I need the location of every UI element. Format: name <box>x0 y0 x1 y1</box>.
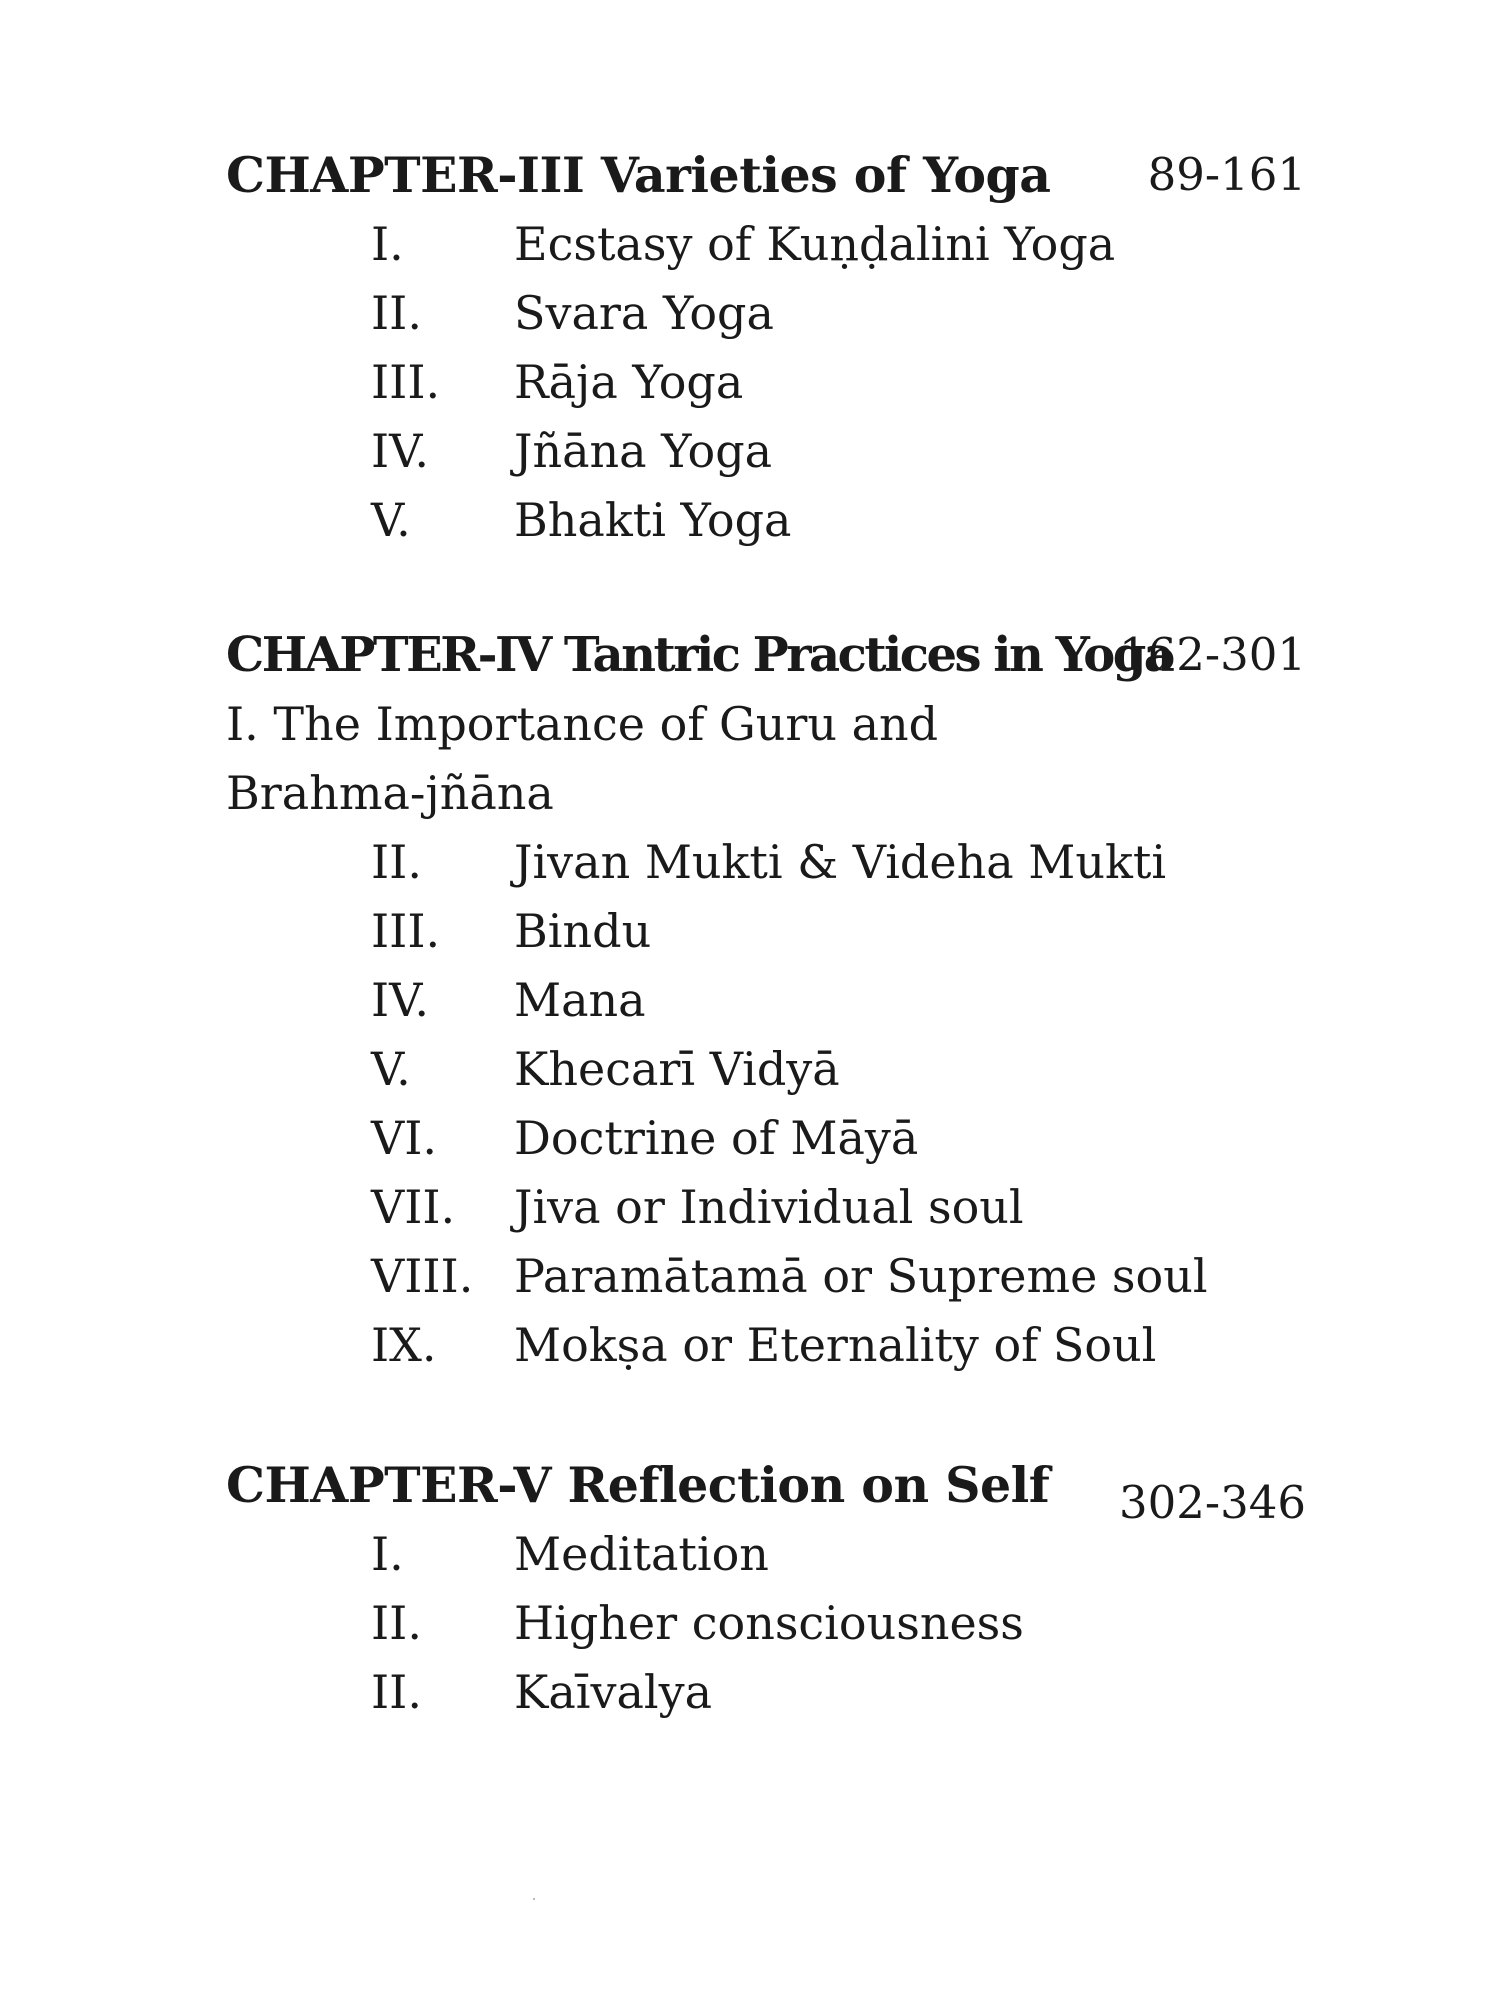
item-title: Bhakti Yoga <box>514 493 792 547</box>
item-number: II. <box>371 1665 422 1719</box>
contents-item <box>226 210 1306 279</box>
contents-item <box>226 486 1306 555</box>
contents-item <box>226 897 1306 966</box>
chapter-heading <box>226 620 1306 690</box>
contents-item <box>226 1104 1306 1173</box>
chapter-heading <box>226 140 1306 210</box>
item-title: Jivan Mukti & Videha Mukti <box>514 835 1167 889</box>
item-title: Ecstasy of Kuṇḍalini Yoga <box>514 217 1116 271</box>
contents-item-wrapped: I. The Importance of Guru and Brahma-jñāna <box>226 697 939 820</box>
contents-item <box>226 417 1306 486</box>
chapter-page-range: 89-161 <box>1147 148 1306 201</box>
item-number: III. <box>371 355 441 409</box>
item-title: Svara Yoga <box>514 286 774 340</box>
item-title: Mokṣa or Eternality of Soul <box>514 1318 1157 1372</box>
chapter-4-section <box>226 620 1306 1380</box>
item-title: Meditation <box>514 1527 769 1581</box>
item-title: Mana <box>514 973 646 1027</box>
contents-item <box>226 828 1306 897</box>
item-title: Higher consciousness <box>514 1596 1024 1650</box>
chapter-page-range: 162-301 <box>1119 628 1306 681</box>
contents-item <box>226 1589 1306 1658</box>
contents-item <box>226 1173 1306 1242</box>
item-number: VII. <box>371 1180 456 1234</box>
chapter-title: CHAPTER-IV Tantric Practices in Yoga <box>226 627 1173 683</box>
item-title: Jñāna Yoga <box>514 424 773 478</box>
item-title: Rāja Yoga <box>514 355 744 409</box>
chapter-page-range: 302-346 <box>1119 1476 1306 1529</box>
item-number: I. <box>371 1527 404 1581</box>
item-number: I. <box>371 217 404 271</box>
scan-speck <box>533 1898 535 1900</box>
item-title: Kaīvalya <box>514 1665 713 1719</box>
item-number: IX. <box>371 1318 437 1372</box>
contents-item <box>226 1035 1306 1104</box>
item-number: VIII. <box>371 1249 474 1303</box>
item-number: II. <box>371 835 422 889</box>
item-number: IV. <box>371 424 429 478</box>
chapter-title: CHAPTER-V Reflection on Self <box>226 1456 1050 1514</box>
item-number: III. <box>371 904 441 958</box>
contents-item <box>226 1520 1306 1589</box>
item-title: Paramātamā or Supreme soul <box>514 1249 1208 1303</box>
chapter-title: CHAPTER-III Varieties of Yoga <box>226 146 1051 204</box>
contents-item <box>226 279 1306 348</box>
item-number: II. <box>371 1596 422 1650</box>
contents-item <box>226 348 1306 417</box>
item-title: Doctrine of Māyā <box>514 1111 919 1165</box>
item-title: Khecarī Vidyā <box>514 1042 840 1096</box>
chapter-3-section <box>226 140 1306 555</box>
item-title: Bindu <box>514 904 652 958</box>
contents-item <box>226 1242 1306 1311</box>
item-number: IV. <box>371 973 429 1027</box>
chapter-5-section <box>226 1450 1306 1727</box>
item-number: II. <box>371 286 422 340</box>
item-title: Jiva or Individual soul <box>514 1180 1024 1234</box>
item-number: V. <box>371 1042 411 1096</box>
contents-item <box>226 1658 1306 1727</box>
contents-item <box>226 966 1306 1035</box>
item-number: V. <box>371 493 411 547</box>
chapter-heading <box>226 1450 1306 1529</box>
item-number: VI. <box>371 1111 438 1165</box>
contents-item <box>226 1311 1306 1380</box>
